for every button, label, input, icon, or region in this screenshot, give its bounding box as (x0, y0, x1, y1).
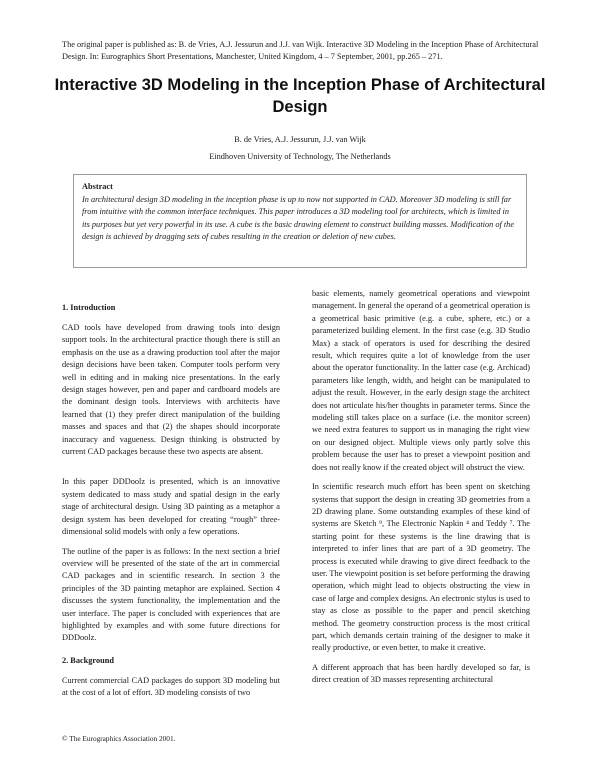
publication-note: The original paper is published as: B. de Vries, A.J. Jessurun and J.J. van Wijk. Interactive 3D Modeling in the Inception Phase of Architectural Design. In: Eurographics Short Presentations, Manchester, United Kingdom, 4 – 7 September, 2001, pp.265 – 271. (62, 40, 539, 62)
paragraph: CAD tools have developed from drawing tools into design support tools. In the architectural practice though there is still an emphasis on the use as a drawing production tool after the major design decisions have been taken. Computer tools perform very well in editing and in making nice presentations. In the early design stages however, pen and paper and cardboard models are the dominant design tools. Interviews with architects have learned that (1) they prefer direct manipulation of the building masses and spaces and that (2) the shapes should incorporate inaccuracy and vagueness. Design thinking is obstructed by current CAD packages because these two aspects are absent. (62, 323, 280, 457)
abstract-text: In architectural design 3D modeling in the inception phase is up to now not supported in CAD. Moreover 3D modeling is still far from intuitive with the common interface techniques. This paper introduces a 3D modeling tool for architects, which is limited in its purposes but yet very powerful in its use. A cube is the basic drawing element to construct building masses. Modification of the design is achieved by dragging sets of cubes resulting in the creation or deletion of new cubes. (82, 195, 515, 242)
abstract-box (73, 174, 527, 268)
paragraph: In this paper DDDoolz is presented, which is an innovative system dedicated to mass study and spatial design in the early stage of architectural design. Using 3D painting as a metaphor a design system has been developed for creating “rough” three-dimensional solid models with only a few operations. (62, 477, 280, 537)
section-heading-introduction: 1. Introduction (62, 303, 116, 312)
affiliation: Eindhoven University of Technology, The Netherlands (209, 152, 391, 161)
right-column (312, 288, 530, 694)
abstract-heading: Abstract (82, 182, 113, 191)
paragraph: In scientific research much effort has been spent on sketching systems that support the design in creating 3D geometries from a 2D drawing plane. Some outstanding examples of these kind of systems are Sketch ⁹, The Electronic Napkin ⁴ and Teddy ⁷. The starting point for these systems is the line drawing that is interpreted to infer lines that are part of a 3D geometry. The process is executed while drawing to give direct feedback to the user. The viewpoint position is set before performing the drawing operation, which might lead to objects obstructing the view in case of large and complex designs. An electronic stylus is used to stay as close as possible to the paper and pencil sketching method. The geometry construction process is the most critical part, which demands certain training of the designer to make it really productive, or even better, to make it creative. (312, 482, 530, 653)
paragraph: The outline of the paper is as follows: In the next section a brief overview will be presented of the state of the art in commercial CAD packages and in scientific research. In section 3 the principles of the 3D painting metaphor are explained. Section 4 discusses the system functionality, the implementation and the user interface. The paper is concluded with experiences that are highlighted by examples and with some future directions for DDDoolz. (62, 546, 280, 643)
left-column (62, 302, 280, 707)
paper-title: Interactive 3D Modeling in the Inception Phase of Architectural Design (54, 76, 546, 116)
section-heading-background: 2. Background (62, 655, 114, 665)
authors: B. de Vries, A.J. Jessurun, J.J. van Wijk (234, 135, 366, 144)
paragraph: basic elements, namely geometrical operations and viewpoint management. In general the operand of a geometrical operation is a geometrical basic primitive (e.g. a cube, sphere, etc.) or a parameterized building element. In the first case (e.g. 3D Studio Max) a stack of operators is used for describing the desired result, which requires quite a lot of knowledge from the user about the operator functionality. In the latter case (e.g. Archicad) parameters like length, width, and height can be manipulated to adjust the result. However, in the early design stage the architect does not articulate his/her thoughts in parameter terms. Since the modeling still takes place on a surface (i.e. the monitor screen) we need extra features to support us in managing the right view on our designed object. Multiple views only partly solve this problem because the user has to preset a viewpoint position and does not really know if the created object will obstruct the view. (312, 289, 530, 472)
paragraph: Current commercial CAD packages do support 3D modeling but at the cost of a lot of effort. 3D modeling consists of two (62, 675, 280, 698)
copyright-notice: © The Eurographics Association 2001. (62, 734, 176, 743)
paragraph: A different approach that has been hardly developed so far, is direct creation of 3D masses representing architectural (312, 662, 530, 685)
